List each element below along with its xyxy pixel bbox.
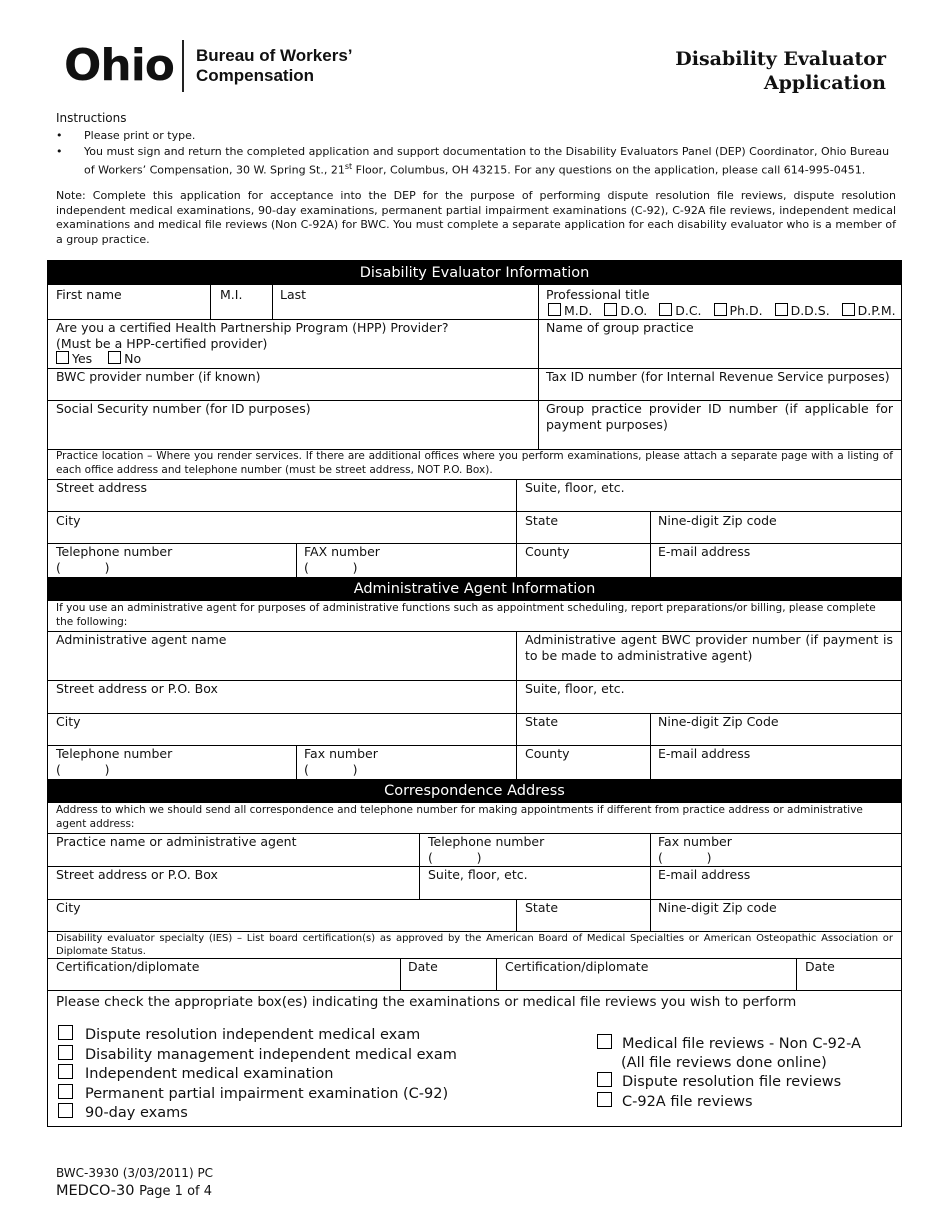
ohio-logo: Ohio <box>64 40 175 91</box>
agent-bwc-number-field[interactable]: Administrative agent BWC provider number (if payment is to be made to administrative agent) <box>525 632 893 663</box>
bureau-name: Bureau of Workers’ Compensation <box>196 46 353 85</box>
date-field-2[interactable]: Date <box>805 959 835 974</box>
practice-city-field[interactable]: City <box>56 513 81 528</box>
review-option[interactable]: Medical file reviews - Non C-92-A <box>597 1034 861 1054</box>
agent-city-field[interactable]: City <box>56 714 81 729</box>
practice-fax-field[interactable]: FAX number ( ) <box>304 544 380 575</box>
review-checkbox[interactable] <box>597 1072 612 1087</box>
exam-checkbox[interactable] <box>58 1045 73 1060</box>
professional-title-options: M.D. D.O. D.C. Ph.D. D.D.S. D.P.M. <box>548 303 896 319</box>
form-title: Disability Evaluator Application <box>675 48 886 94</box>
exam-list-left <box>58 1025 457 1123</box>
exam-option[interactable]: 90-day exams <box>58 1103 457 1123</box>
exam-list-right <box>597 1034 861 1111</box>
correspondence-state-field[interactable]: State <box>525 900 559 915</box>
dc-checkbox[interactable] <box>659 303 672 316</box>
agent-street-field[interactable]: Street address or P.O. Box <box>56 681 218 696</box>
do-checkbox[interactable] <box>604 303 617 316</box>
section-header-correspondence: Correspondence Address <box>48 779 901 803</box>
practice-location-note: Practice location – Where you render services. If there are additional offices where you perform examinations, please attach a separate page with a listing of each office address and telephone number (must be street address, NOT P.O. Box). <box>56 450 893 476</box>
application-note: Note: Complete this application for acceptance into the DEP for the purpose of performing dispute resolution file reviews, dispute resolution independent medical examinations, 90-day examinations, permanent partial impairment examinations (C-92), C-92A file reviews, independent medical examinations and medical file reviews (Non C-92A) for BWC. You must complete a separate application for each disability evaluator who is a member of a group practice. <box>56 189 896 246</box>
first-name-field[interactable]: First name <box>56 287 122 302</box>
exam-option[interactable]: Independent medical examination <box>58 1064 457 1084</box>
agent-email-field[interactable]: E-mail address <box>658 746 751 761</box>
review-option[interactable]: C-92A file reviews <box>597 1092 861 1112</box>
correspondence-zip-field[interactable]: Nine-digit Zip code <box>658 900 777 915</box>
correspondence-suite-field[interactable]: Suite, floor, etc. <box>428 867 528 882</box>
correspondence-street-field[interactable]: Street address or P.O. Box <box>56 867 218 882</box>
mi-field[interactable]: M.I. <box>220 287 243 302</box>
agent-county-field[interactable]: County <box>525 746 570 761</box>
page-footer: MEDCO-30 Page 1 of 4 <box>56 1183 213 1199</box>
correspondence-fax-field[interactable]: Fax number ( ) <box>658 834 732 865</box>
section-header-agent: Administrative Agent Information <box>48 577 901 601</box>
last-name-field[interactable]: Last <box>280 287 307 302</box>
correspondence-practice-name-field[interactable]: Practice name or administrative agent <box>56 834 297 849</box>
practice-street-field[interactable]: Street address <box>56 480 148 495</box>
tax-id-field[interactable]: Tax ID number (for Internal Revenue Service purposes) <box>546 369 890 384</box>
md-checkbox[interactable] <box>548 303 561 316</box>
correspondence-phone-field[interactable]: Telephone number ( ) <box>428 834 545 865</box>
practice-state-field[interactable]: State <box>525 513 559 528</box>
ssn-field[interactable]: Social Security number (for ID purposes) <box>56 401 311 416</box>
agent-suite-field[interactable]: Suite, floor, etc. <box>525 681 625 696</box>
instruction-bullet: • You must sign and return the completed application and support documentation to the Disability Evaluators Panel (DEP) Coordinator, Ohio Bureau of Workers’ Compensation, 30 W. Spring St., 21st Floor, Columbus, OH 43215. For any questions on the application, please call 614-995-0451. <box>56 145 890 177</box>
phd-checkbox[interactable] <box>714 303 727 316</box>
hpp-no-checkbox[interactable] <box>108 351 121 364</box>
dds-checkbox[interactable] <box>775 303 788 316</box>
practice-zip-field[interactable]: Nine-digit Zip code <box>658 513 777 528</box>
correspondence-intro: Address to which we should send all correspondence and telephone number for making appointments if different from practice address or administrative agent address: <box>56 804 863 830</box>
practice-email-field[interactable]: E-mail address <box>658 544 751 559</box>
exam-selection-prompt: Please check the appropriate box(es) indicating the examinations or medical file reviews you wish to perform <box>56 994 797 1010</box>
exam-option[interactable]: Disability management independent medical exam <box>58 1045 457 1065</box>
logo-divider <box>182 40 184 92</box>
hpp-question: Are you a certified Health Partnership Program (HPP) Provider? (Must be a HPP-certified provider) Yes No <box>56 320 449 366</box>
practice-suite-field[interactable]: Suite, floor, etc. <box>525 480 625 495</box>
dpm-checkbox[interactable] <box>842 303 855 316</box>
exam-option[interactable]: Dispute resolution independent medical exam <box>58 1025 457 1045</box>
section-header-evaluator: Disability Evaluator Information <box>48 261 901 285</box>
hpp-yes-checkbox[interactable] <box>56 351 69 364</box>
correspondence-email-field[interactable]: E-mail address <box>658 867 751 882</box>
review-option-note: (All file reviews done online) <box>621 1054 827 1071</box>
application-form <box>47 260 902 1127</box>
agent-state-field[interactable]: State <box>525 714 559 729</box>
group-practice-name-field[interactable]: Name of group practice <box>546 320 694 335</box>
exam-option[interactable]: Permanent partial impairment examination (C-92) <box>58 1084 457 1104</box>
instruction-bullet: • Please print or type. <box>56 128 196 142</box>
review-option[interactable]: Dispute resolution file reviews <box>597 1072 861 1092</box>
bwc-provider-number-field[interactable]: BWC provider number (if known) <box>56 369 261 384</box>
specialty-intro: Disability evaluator specialty (IES) – List board certification(s) as approved by the American Board of Medical Specialties or American Osteopathic Association or Diplomate Status. <box>56 933 893 957</box>
instructions-heading: Instructions <box>56 111 127 125</box>
agent-intro: If you use an administrative agent for purposes of administrative functions such as appointment scheduling, report preparations/or billing, please complete the following: <box>56 602 876 628</box>
page-number: Page 1 of 4 <box>139 1184 213 1199</box>
practice-county-field[interactable]: County <box>525 544 570 559</box>
agent-name-field[interactable]: Administrative agent name <box>56 632 227 647</box>
group-practice-id-field[interactable]: Group practice provider ID number (if applicable for payment purposes) <box>546 401 893 432</box>
review-checkbox[interactable] <box>597 1034 612 1049</box>
form-id: BWC-3930 (3/03/2011) PC <box>56 1166 214 1180</box>
review-checkbox[interactable] <box>597 1092 612 1107</box>
exam-checkbox[interactable] <box>58 1103 73 1118</box>
correspondence-city-field[interactable]: City <box>56 900 81 915</box>
agent-fax-field[interactable]: Fax number ( ) <box>304 746 378 777</box>
certification-field-1[interactable]: Certification/diplomate <box>56 959 200 974</box>
professional-title-label: Professional title <box>546 287 650 302</box>
exam-checkbox[interactable] <box>58 1025 73 1040</box>
date-field-1[interactable]: Date <box>408 959 438 974</box>
agent-phone-field[interactable]: Telephone number ( ) <box>56 746 173 777</box>
instructions <box>56 111 896 178</box>
certification-field-2[interactable]: Certification/diplomate <box>505 959 649 974</box>
exam-checkbox[interactable] <box>58 1064 73 1079</box>
agent-zip-field[interactable]: Nine-digit Zip Code <box>658 714 779 729</box>
practice-phone-field[interactable]: Telephone number ( ) <box>56 544 173 575</box>
exam-checkbox[interactable] <box>58 1084 73 1099</box>
